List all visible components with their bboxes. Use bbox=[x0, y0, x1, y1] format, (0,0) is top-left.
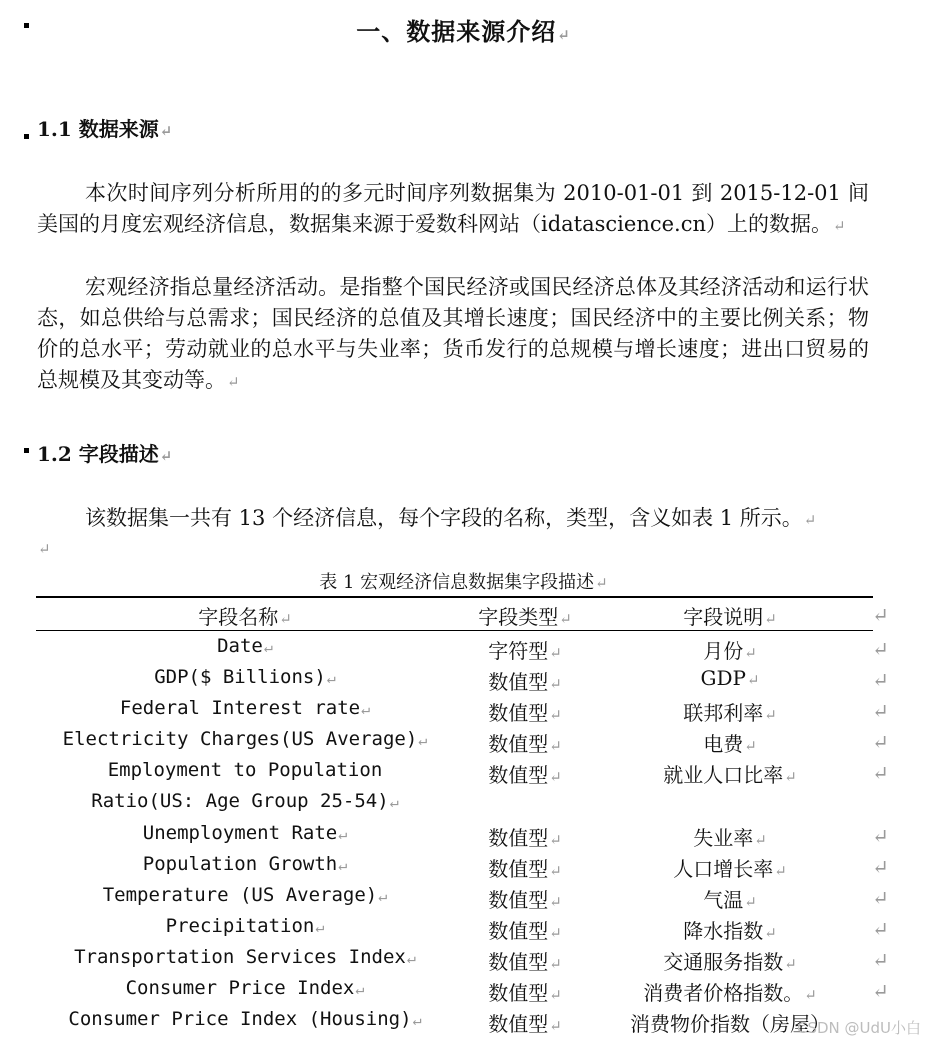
watermark: CSDN @UdU小白 bbox=[796, 1019, 921, 1037]
paragraph-field-desc: 该数据集一共有 13 个经济信息，每个字段的名称，类型，含义如表 1 所示。↵ bbox=[85, 506, 817, 530]
section-heading-field-desc: 1.2 字段描述↵ bbox=[37, 442, 173, 466]
paragraph-macro-economy: 宏观经济指总量经济活动。是指整个国民经济或国民经济总体及其经济活动和运行状态，如总供给与总需求；国民经济的总值及其增长速度；国民经济中的主要比例关系；物价的总水平；劳动就业的总水平与失业率；货币发行的总规模与增长速度；进出口贸易的总规模及其变动等。↵ bbox=[37, 275, 869, 392]
paragraph-mark: ↵ bbox=[557, 26, 571, 44]
section-bullet bbox=[24, 448, 29, 453]
section-bullet bbox=[24, 134, 29, 139]
table-top-rule bbox=[36, 596, 873, 598]
empty-paragraph-mark: ↵ bbox=[38, 540, 51, 558]
column-header-name: 字段名称↵ bbox=[198, 605, 292, 629]
column-header-desc: 字段说明↵ bbox=[683, 605, 777, 629]
table-caption: 表 1 宏观经济信息数据集字段描述↵ bbox=[319, 572, 608, 593]
paragraph-data-source: 本次时间序列分析所用的的多元时间序列数据集为 2010-01-01 到 2015-12-01 间美国的月度宏观经济信息，数据集来源于爱数科网站（idatascience.cn）上的数据。↵ bbox=[37, 181, 869, 236]
page-title: 一、数据来源介绍↵ bbox=[356, 17, 571, 46]
section-heading-data-source: 1.1 数据来源↵ bbox=[37, 117, 173, 141]
row-end-mark: ↵ bbox=[872, 603, 889, 627]
table-header-rule bbox=[36, 630, 873, 631]
column-header-type: 字段类型↵ bbox=[478, 605, 572, 629]
